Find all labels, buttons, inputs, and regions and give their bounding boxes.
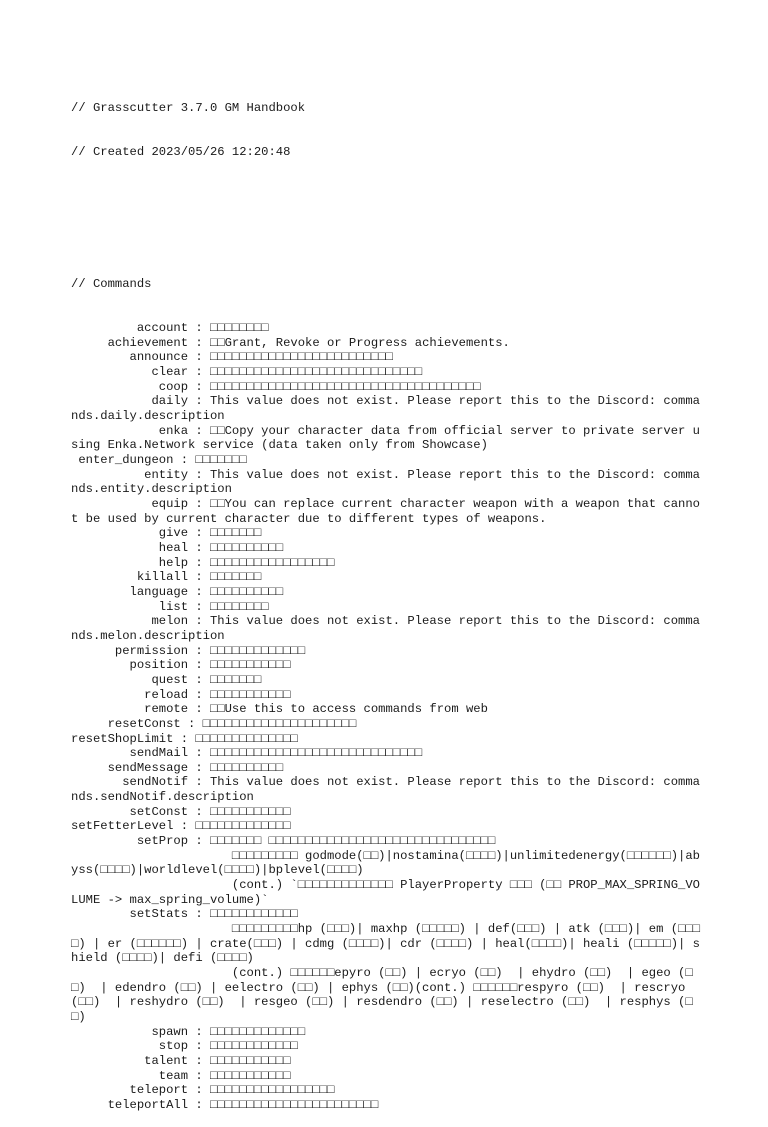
command-line: (cont.) □□□□□□epyro (□□) | ecryo (□□) | ehydro (□□) | egeo (□□) | edendro (□□) | eelectro (□□) | ephys (□□)(cont.) □□□□□□respyro (□□) | rescryo (□□) | reshydro (□□) | resgeo (□□) | resdendro (□□) | reselectro (□□) | resphys (□□) — [71, 966, 693, 1024]
command-line: heal : □□□□□□□□□□ — [71, 540, 284, 555]
command-line: □□□□□□□□□ godmode(□□)|nostamina(□□□□)|unlimitedenergy(□□□□□□)|abyss(□□□□)|worldlevel(□□□□)|bplevel(□□□□) — [71, 848, 700, 878]
command-line: killall : □□□□□□□ — [71, 570, 262, 585]
command-line: setStats : □□□□□□□□□□□□ — [71, 907, 298, 922]
command-line: clear : □□□□□□□□□□□□□□□□□□□□□□□□□□□□□ — [71, 365, 423, 380]
command-line: list : □□□□□□□□ — [71, 599, 269, 614]
command-line: melon : This value does not exist. Please report this to the Discord: commands.melon.description — [71, 614, 700, 643]
command-line: teleportAll : □□□□□□□□□□□□□□□□□□□□□□□ — [71, 1097, 379, 1112]
command-line: sendNotif : This value does not exist. Please report this to the Discord: commands.sendNotif.description — [71, 775, 700, 805]
blank-line — [71, 189, 701, 204]
blank-line — [71, 233, 701, 248]
command-line: position : □□□□□□□□□□□ — [71, 658, 291, 673]
command-line: sendMail : □□□□□□□□□□□□□□□□□□□□□□□□□□□□□ — [71, 746, 423, 761]
command-line: teleport : □□□□□□□□□□□□□□□□□ — [71, 1083, 335, 1098]
command-line: enter_dungeon : □□□□□□□ — [71, 453, 247, 468]
handbook-document — [71, 72, 701, 1127]
command-line: enka : □□Copy your character data from official server to private server using Enka.Network service (data taken only from Showcase) — [71, 423, 700, 453]
command-line: permission : □□□□□□□□□□□□□ — [71, 643, 306, 658]
command-line: achievement : □□Grant, Revoke or Progress achievements. — [71, 335, 510, 350]
command-line: stop : □□□□□□□□□□□□ — [71, 1039, 298, 1054]
command-line: setFetterLevel : □□□□□□□□□□□□□ — [71, 819, 291, 834]
command-line: daily : This value does not exist. Please report this to the Discord: commands.daily.description — [71, 394, 700, 424]
command-line: setProp : □□□□□□□ □□□□□□□□□□□□□□□□□□□□□□□□□□□□□□□ — [71, 834, 496, 849]
command-line: language : □□□□□□□□□□ — [71, 584, 284, 599]
command-list — [71, 321, 701, 1112]
command-line: sendMessage : □□□□□□□□□□ — [71, 760, 284, 775]
commands-heading: // Commands — [71, 277, 152, 292]
created-comment: // Created 2023/05/26 12:20:48 — [71, 145, 291, 160]
command-line: □□□□□□□□□hp (□□□)| maxhp (□□□□□) | def(□□□) | atk (□□□)| em (□□□□) | er (□□□□□□) | crate(□□□) | cdmg (□□□□)| cdr (□□□□) | heal(□□□□)| heali (□□□□□)| shield (□□□□)| defi (□□□□) — [71, 922, 700, 966]
command-line: team : □□□□□□□□□□□ — [71, 1068, 291, 1083]
command-line: spawn : □□□□□□□□□□□□□ — [71, 1024, 306, 1039]
command-line: coop : □□□□□□□□□□□□□□□□□□□□□□□□□□□□□□□□□□□□□ — [71, 379, 481, 394]
command-line: resetShopLimit : □□□□□□□□□□□□□□ — [71, 731, 298, 746]
command-line: remote : □□Use this to access commands from web — [71, 702, 488, 717]
command-line: resetConst : □□□□□□□□□□□□□□□□□□□□□ — [71, 716, 357, 731]
command-line: reload : □□□□□□□□□□□ — [71, 687, 291, 702]
command-line: give : □□□□□□□ — [71, 526, 262, 541]
command-line: help : □□□□□□□□□□□□□□□□□ — [71, 555, 335, 570]
command-line: entity : This value does not exist. Please report this to the Discord: commands.entity.description — [71, 467, 700, 497]
command-line: talent : □□□□□□□□□□□ — [71, 1053, 291, 1068]
command-line: (cont.) `□□□□□□□□□□□□□ PlayerProperty □□□ (□□ PROP_MAX_SPRING_VOLUME -> max_spring_volume)` — [71, 878, 700, 907]
command-line: announce : □□□□□□□□□□□□□□□□□□□□□□□□□ — [71, 350, 393, 365]
command-line: account : □□□□□□□□ — [71, 321, 269, 336]
command-line: setConst : □□□□□□□□□□□ — [71, 804, 291, 819]
command-line: quest : □□□□□□□ — [71, 672, 262, 687]
command-line: equip : □□You can replace current character weapon with a weapon that cannot be used by current character due to different types of weapons. — [71, 497, 700, 526]
title-comment: // Grasscutter 3.7.0 GM Handbook — [71, 101, 306, 116]
